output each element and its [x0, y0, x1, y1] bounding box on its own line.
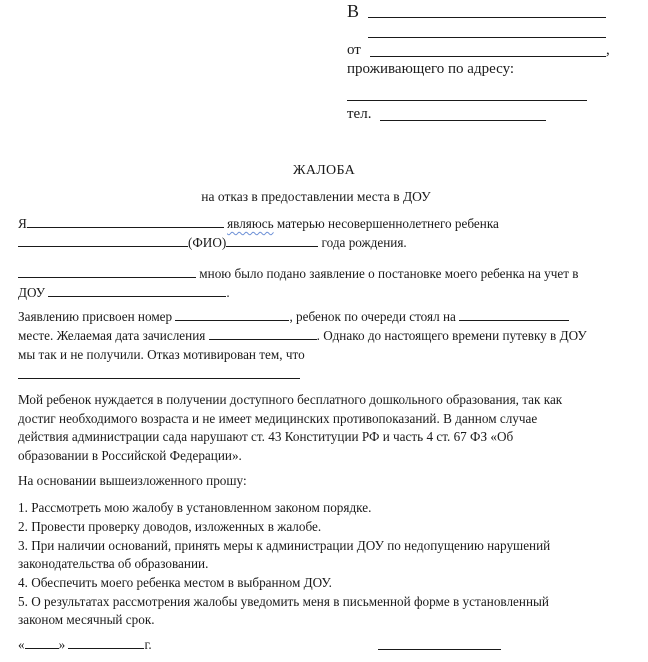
request-item-1: 1. Рассмотреть мою жалобу в установленном законом порядке.: [18, 500, 372, 515]
intro-mother-word: являюсь: [227, 216, 274, 231]
recipient-field[interactable]: [368, 17, 606, 18]
applicant-name-field[interactable]: [27, 215, 224, 228]
application-line-2: [18, 283, 230, 302]
application-dot: .: [226, 285, 230, 300]
queue-position-field[interactable]: [459, 308, 569, 321]
date-line: [18, 635, 152, 654]
address-label: проживающего по адресу:: [347, 61, 515, 77]
sender-comma: ,: [606, 42, 610, 58]
date-month-field[interactable]: [68, 636, 144, 649]
application-text: мною было подано заявление о постановке моего ребенка на учет в: [199, 266, 579, 281]
recipient-label: В: [347, 1, 360, 21]
phone-label: тел.: [347, 106, 372, 122]
birth-year-field[interactable]: [226, 234, 318, 247]
application-number-field[interactable]: [175, 308, 289, 321]
intro-line-1: [18, 214, 499, 233]
intro-i-label: Я: [18, 216, 27, 231]
request-intro: На основании вышеизложенного прошу:: [18, 473, 247, 488]
argument-line-3: действия администрации сада нарушают ст. 43 Конституции РФ и часть 4 ст. 67 ФЗ «Об: [18, 429, 514, 444]
recipient-field-2[interactable]: [368, 37, 606, 38]
argument-line-1: Мой ребенок нуждается в получении доступного бесплатного дошкольного образования, так как: [18, 392, 563, 407]
request-item-5: 5. О результатах рассмотрения жалобы уведомить меня в письменной форме в установленный: [18, 594, 549, 609]
date-close-quote: »: [58, 637, 66, 652]
enrollment-date-field[interactable]: [209, 327, 317, 340]
page-title: ЖАЛОБА: [292, 163, 356, 178]
refusal-reason-field[interactable]: [18, 378, 300, 379]
queue-number-label: Заявлению присвоен номер: [18, 309, 173, 324]
application-dou-label: ДОУ: [18, 285, 46, 300]
queue-line-2-rest: . Однако до настоящего времени путевку в ДОУ: [316, 328, 587, 343]
request-item-3-cont: законодательства об образовании.: [18, 556, 209, 571]
sender-label: от: [347, 42, 361, 58]
argument-line-4: образовании в Российской Федерации».: [18, 448, 242, 463]
enrollment-date-label: месте. Желаемая дата зачисления: [18, 328, 206, 343]
queue-line-1: [18, 307, 569, 326]
fio-label: (ФИО): [188, 235, 227, 250]
sender-field[interactable]: [370, 56, 606, 57]
date-year-suffix: г.: [144, 637, 152, 652]
dou-name-field[interactable]: [48, 284, 226, 297]
date-day-field[interactable]: [25, 636, 59, 649]
signature-field[interactable]: [378, 649, 501, 650]
argument-line-2: достиг необходимого возраста и не имеет медицинских противопоказаний. В данном случае: [18, 411, 538, 426]
child-name-field[interactable]: [18, 234, 188, 247]
address-field[interactable]: [347, 100, 587, 101]
application-date-field[interactable]: [18, 265, 196, 278]
intro-mother-rest: матерью несовершеннолетнего ребенка: [273, 216, 499, 231]
intro-line-2: [18, 233, 407, 252]
request-item-4: 4. Обеспечить моего ребенка местом в выбранном ДОУ.: [18, 575, 332, 590]
application-line-1: [18, 264, 579, 283]
date-open-quote: «: [18, 637, 25, 652]
request-item-5-cont: законом месячный срок.: [18, 612, 155, 627]
queue-line-3: мы так и не получили. Отказ мотивирован тем, что: [18, 347, 305, 362]
page-subtitle: на отказ в предоставлении места в ДОУ: [201, 189, 431, 204]
request-item-2: 2. Провести проверку доводов, изложенных в жалобе.: [18, 519, 322, 534]
queue-line-2: [18, 326, 587, 345]
birth-year-label: года рождения.: [321, 235, 407, 250]
phone-field[interactable]: [380, 120, 546, 121]
request-item-3: 3. При наличии оснований, принять меры к администрации ДОУ по недопущению нарушений: [18, 538, 551, 553]
queue-position-label: , ребенок по очереди стоял на: [289, 309, 456, 324]
